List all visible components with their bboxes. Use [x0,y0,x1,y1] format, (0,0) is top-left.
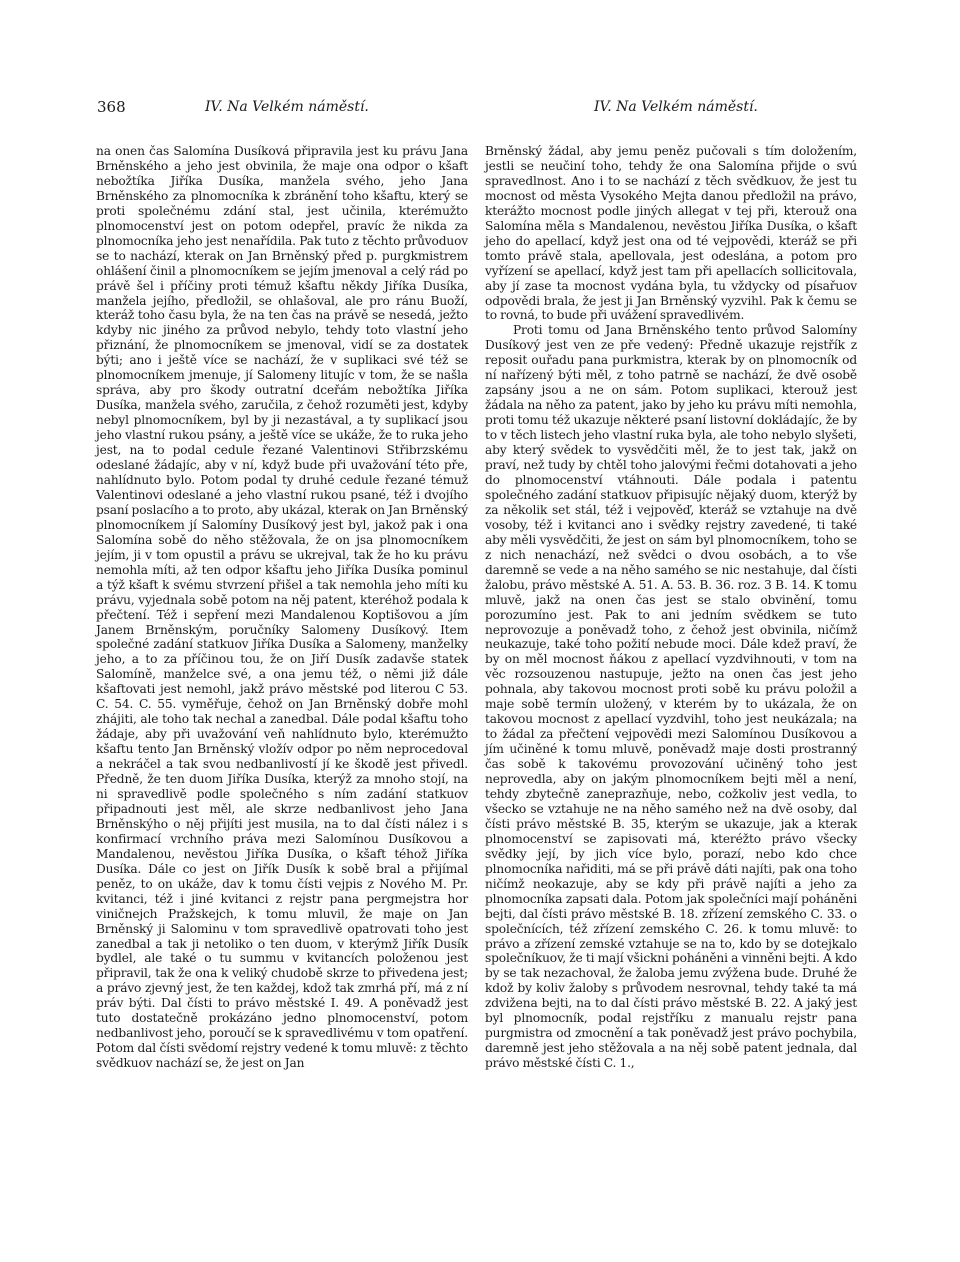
right-column-paragraph-1: Brněnský žádal, aby jemu peněz pučovali s tím doložením, jestli se neučiní toho, tehdy že ona Salomína přijde o svú spravedlnost. Ano i to se nachází z těch svědkuov, že jest tu mocnost od města Vysokého Mejta danou předložil na právo, kterážto mocnost podle jiných allegat v tej při, kterouž ona Salomína měla s Mandalenou, nevěstou Jiříka Dusíka, o kšaft jeho do apellací, když jest ona od té vejpovědi, kteráž se při tomto právě stala, apellovala, jest odeslána, a potom pro vyřízení se apellací, když jest tam při apellacích sollicitovala, aby jí zase ta mocnost vydána byla, tu vždycky od písařuov odpovědi brala, že jest ji Jan Brněnský vyzvihl. Pak k čemu se to rovná, to bude při uvážení spravedlivém. [485,144,857,323]
running-head-right: IV. Na Velkém náměstí. [594,99,758,115]
left-column-paragraph: na onen čas Salomína Dusíková připravila jest ku právu Jana Brněnského a jeho jest obvinila, že maje ona odpor o kšaft nebožtíka Jiříka Dusíka, manžela svého, jeho Jana Brněnského za plnomocníka k zbránění toho kšaftu, který se proti společnému zdání stal, jest učinila, kterémužto plnomocenství jest on potom odepřel, pravíc že nikda za plnomocníka jeho jest nenařídila. Pak tuto z těchto průvoduov se to nachází, kterak on Jan Brněnský před p. purgkmistrem ohlášení činil a plnomocníkem se jejím jmenoval a celý rád po právě šel i příčiny proti témuž kšaftu někdy Jiříka Dusíka, manžela jejího, předložil, se ohlašoval, ale pro ránu Buoží, kteráž toho času byla, že na ten čas na právě se nesedá, ježto kdyby nic jiného za průvod nebylo, tehdy toto vlastní jeho přiznání, že plnomocníkem se jmenoval, vidí se za dostatek býti; ano i ještě více se nachází, že v suplikaci své též se plnomocníkem jmenuje, jí Salomeny litujíc v tom, že se našla správa, aby pro škody outratní dceřám nebožtíka Jiříka Dusíka, manžela svého, zaručila, z čehož rozuměti jest, kdyby nebyl plnomocníkem, byl by ji nezastával, a ty suplikací jsou jeho vlastní rukou psány, a ještě více se ukáže, že to ruka jeho jest, na to podal cedule řezané Valentinovi Střibrzskému odeslané žádajíc, aby v ní, když bude při uvažování této pře, nahlídnuto bylo. Potom podal ty druhé cedule řezané témuž Valentinovi odeslané a jeho vlastní rukou psané, též i dvojího psaní poslacího a to proto, aby ukázal, kterak on Jan Brněnský plnomocníkem jí Salomíny Dusíkový jest byl, jakož pak i ona Salomína sobě do něho stěžovala, že on jsa plnomocníkem jejím, ji v tom opustil a právu se ukrejval, tak že ho ku právu nemohla míti, až ten odpor kšaftu jeho Jiříka Dusíka pominul a týž kšaft k svému stvrzení přišel a tak nemohla jeho míti ku právu, vyjednala sobě potom na něj patent, kteréhož podala k přečtení. Též i sepření mezi Mandalenou Koptišovou a jím Janem Brněnským, poručníky Salomeny Dusíkový. Item společné zadání statkuov Jiříka Dusíka a Salomeny, manželky jeho, a to za příčinou tou, že on Jiří Dusík zadavše statek Salomíně, manželce své, a ona jemu též, o němi již dále kšaftovati jest nemohl, jakž právo městské pod literou C 53. C. 54. C. 55. vyměřuje, čehož on Jan Brněnský dobře mohl zhájiti, ale toho tak nechal a zanedbal. Dále podal kšaftu toho žádaje, aby při uvažování veň nahlídnuto bylo, kterémužto kšaftu tento Jan Brněnský vložív odpor po něm neprocedoval a nekráčel a tak svou nedbanlivostí jí ke škodě jest přivedl. Předně, že ten duom Jiříka Dusíka, kterýž za mnoho stojí, na ni spravedlivě podle společného s ním zadání statkuov připadnouti jest měl, ale skrze nedbanlivost jeho Jana Brněnskýho o něj přijíti jest musila, na to dal čísti nález i s konfirmací vrchního práva mezi Salomínou Dusíkovou a Mandalenou, nevěstou Jiříka Dusíka, o kšaft téhož Jiříka Dusíka. Dále co jest on Jiřík Dusík k sobě bral a přijímal peněz, to on ukáže, dav k tomu čísti vejpis z Nového M. Pr. kvitanci, též i jiné kvitanci z rejstr pana pergmejstra hor viničnejch Pražskejch, k tomu mluvil, že maje on Jan Brněnský ji Salominu v tom spravedlivě opatrovati toho jest zanedbal a tak ji netoliko o ten duom, v kterýmž Jiřík Dusík bydlel, ale také o tu summu v kvitancích položenou jest připravil, tak že ona k veliký chudobě skrze to přivedena jest; a právo zjevný jest, že ten každej, kdož tak zmrhá pří, má z ní práv býti. Dal čísti to právo městské I. 49. A poněvadž jest tuto dostatečně prokázáno jedno plnomocenství, potom nedbanlivost jeho, poroučí se k spravedlivému v tom opatření. Potom dal čísti svědomí rejstry vedené k tomu mluvě: z těchto svědkuov nachází se, že jest on Jan [96,144,468,1071]
page-number: 368 [97,98,126,116]
running-head-left: IV. Na Velkém náměstí. [205,99,369,115]
left-text-column [96,144,468,1071]
right-column-paragraph-2: Proti tomu od Jana Brněnského tento průvod Salomíny Dusíkový jest ven ze pře vedený: Předně ukazuje rejstřík z reposit ouřadu pana purkmistra, kterak by on plnomocník od ní nařízený býti měl, z toho patrně se nachází, že dvě osobě zapsány jsou a ne on sám. Potom suplikaci, kterouž jest žádala na něho za patent, jako by jeho ku právu míti nemohla, proti tomu též ukazuje některé psaní listovní dokládajíc, že by to v těch listech jeho vlastní ruka byla, ale toho nebylo slyšeti, aby který svědek to vysvědčiti měl, že to jest tak, jakž on praví, než tudy by chtěl toho jalovými řečmi dotahovati a jeho do plnomocenství vtáhnouti. Dále podala i patentu společného zadání statkuov připisujíc nějaký duom, kterýž by za několik set stál, též i vejpověď, kteráž se vztahuje na dvě vosoby, též i kvitanci ano i svědky rejstry zavedené, ti také aby měli vysvědčiti, že jest on sám byl plnomocníkem, toho se z nich nenachází, než svědci o dvou osobách, a to vše daremně se vede a na něho samého se nic nestahuje, dal čísti žalobu, právo městské A. 51. A. 53. B. 36. roz. 3 B. 14. K tomu mluvě, jakž na onen čas jest se stalo obvinění, tomu porozumíno jest. Pak to ani jedním svědkem se tuto neprovozuje a poněvadž toho, z čehož jest obvinila, ničímž neukazuje, také toho požití nebude moci. Dále kdež praví, že by on měl mocnost ňákou z apellací vyzdvihnouti, v tom na věc rozsouzenou nastupuje, ježto na onen čas jest jeho pohnala, aby takovou mocnost proti sobě ku právu položil a maje sobě termín uložený, v kterém by to ukázala, že on takovou mocnost z apellací vyzdvihl, toho jest neukázala; na to žádal za přečtení vejpovědi mezi Salomínou Dusíkovou a jím učiněné k tomu mluvě, poněvadž maje dosti prostranný čas sobě k takovému provozování učiněný toho jest neprovedla, aby on jakým plnomocníkem bejti měl a není, tehdy zbytečně zaneprazňuje, nebo, cožkoliv jest vedla, to všecko se vztahuje ne na něho samého než na dvě osoby, dal čísti právo městské B. 35, kterým se ukazuje, jak a kterak plnomocenství se zapisovati má, kteréžto právo všecky svědky její, by jich více bylo, porazí, nebo kdo chce plnomocníka nařiditi, má se při právě dáti najíti, pak ona toho ničímž neokazuje, aby se kdy při právě najíti a jeho za plnomocníka zapsati dala. Potom jak společníci mají poháněni bejti, dal čísti právo městské B. 18. zřízení zemského C. 33. o společnících, též zřízení zemského C. 26. k tomu mluvě: to právo a zřízení zemské vztahuje se na to, kdo by se dotejkalo společníkuov, že ti mají všickni poháněni a vinněni bejti. A kdo by se tak nezachoval, že žaloba jemu zvýžena bude. Druhé že kdož by koliv žaloby s průvodem nesrovnal, tehdy také ta má zdvižena bejti, na to dal čísti právo městské B. 22. A jaký jest byl plnomocník, podal rejstříku z manualu rejstr pana purgmistra od zmocnění a tak poněvadž jest právo pochybila, daremně jest jeho stěžovala a na něj sobě patent jednala, dal právo městské čísti C. 1., [485,323,857,1071]
page-header [0,98,960,120]
right-text-column [485,144,857,1071]
